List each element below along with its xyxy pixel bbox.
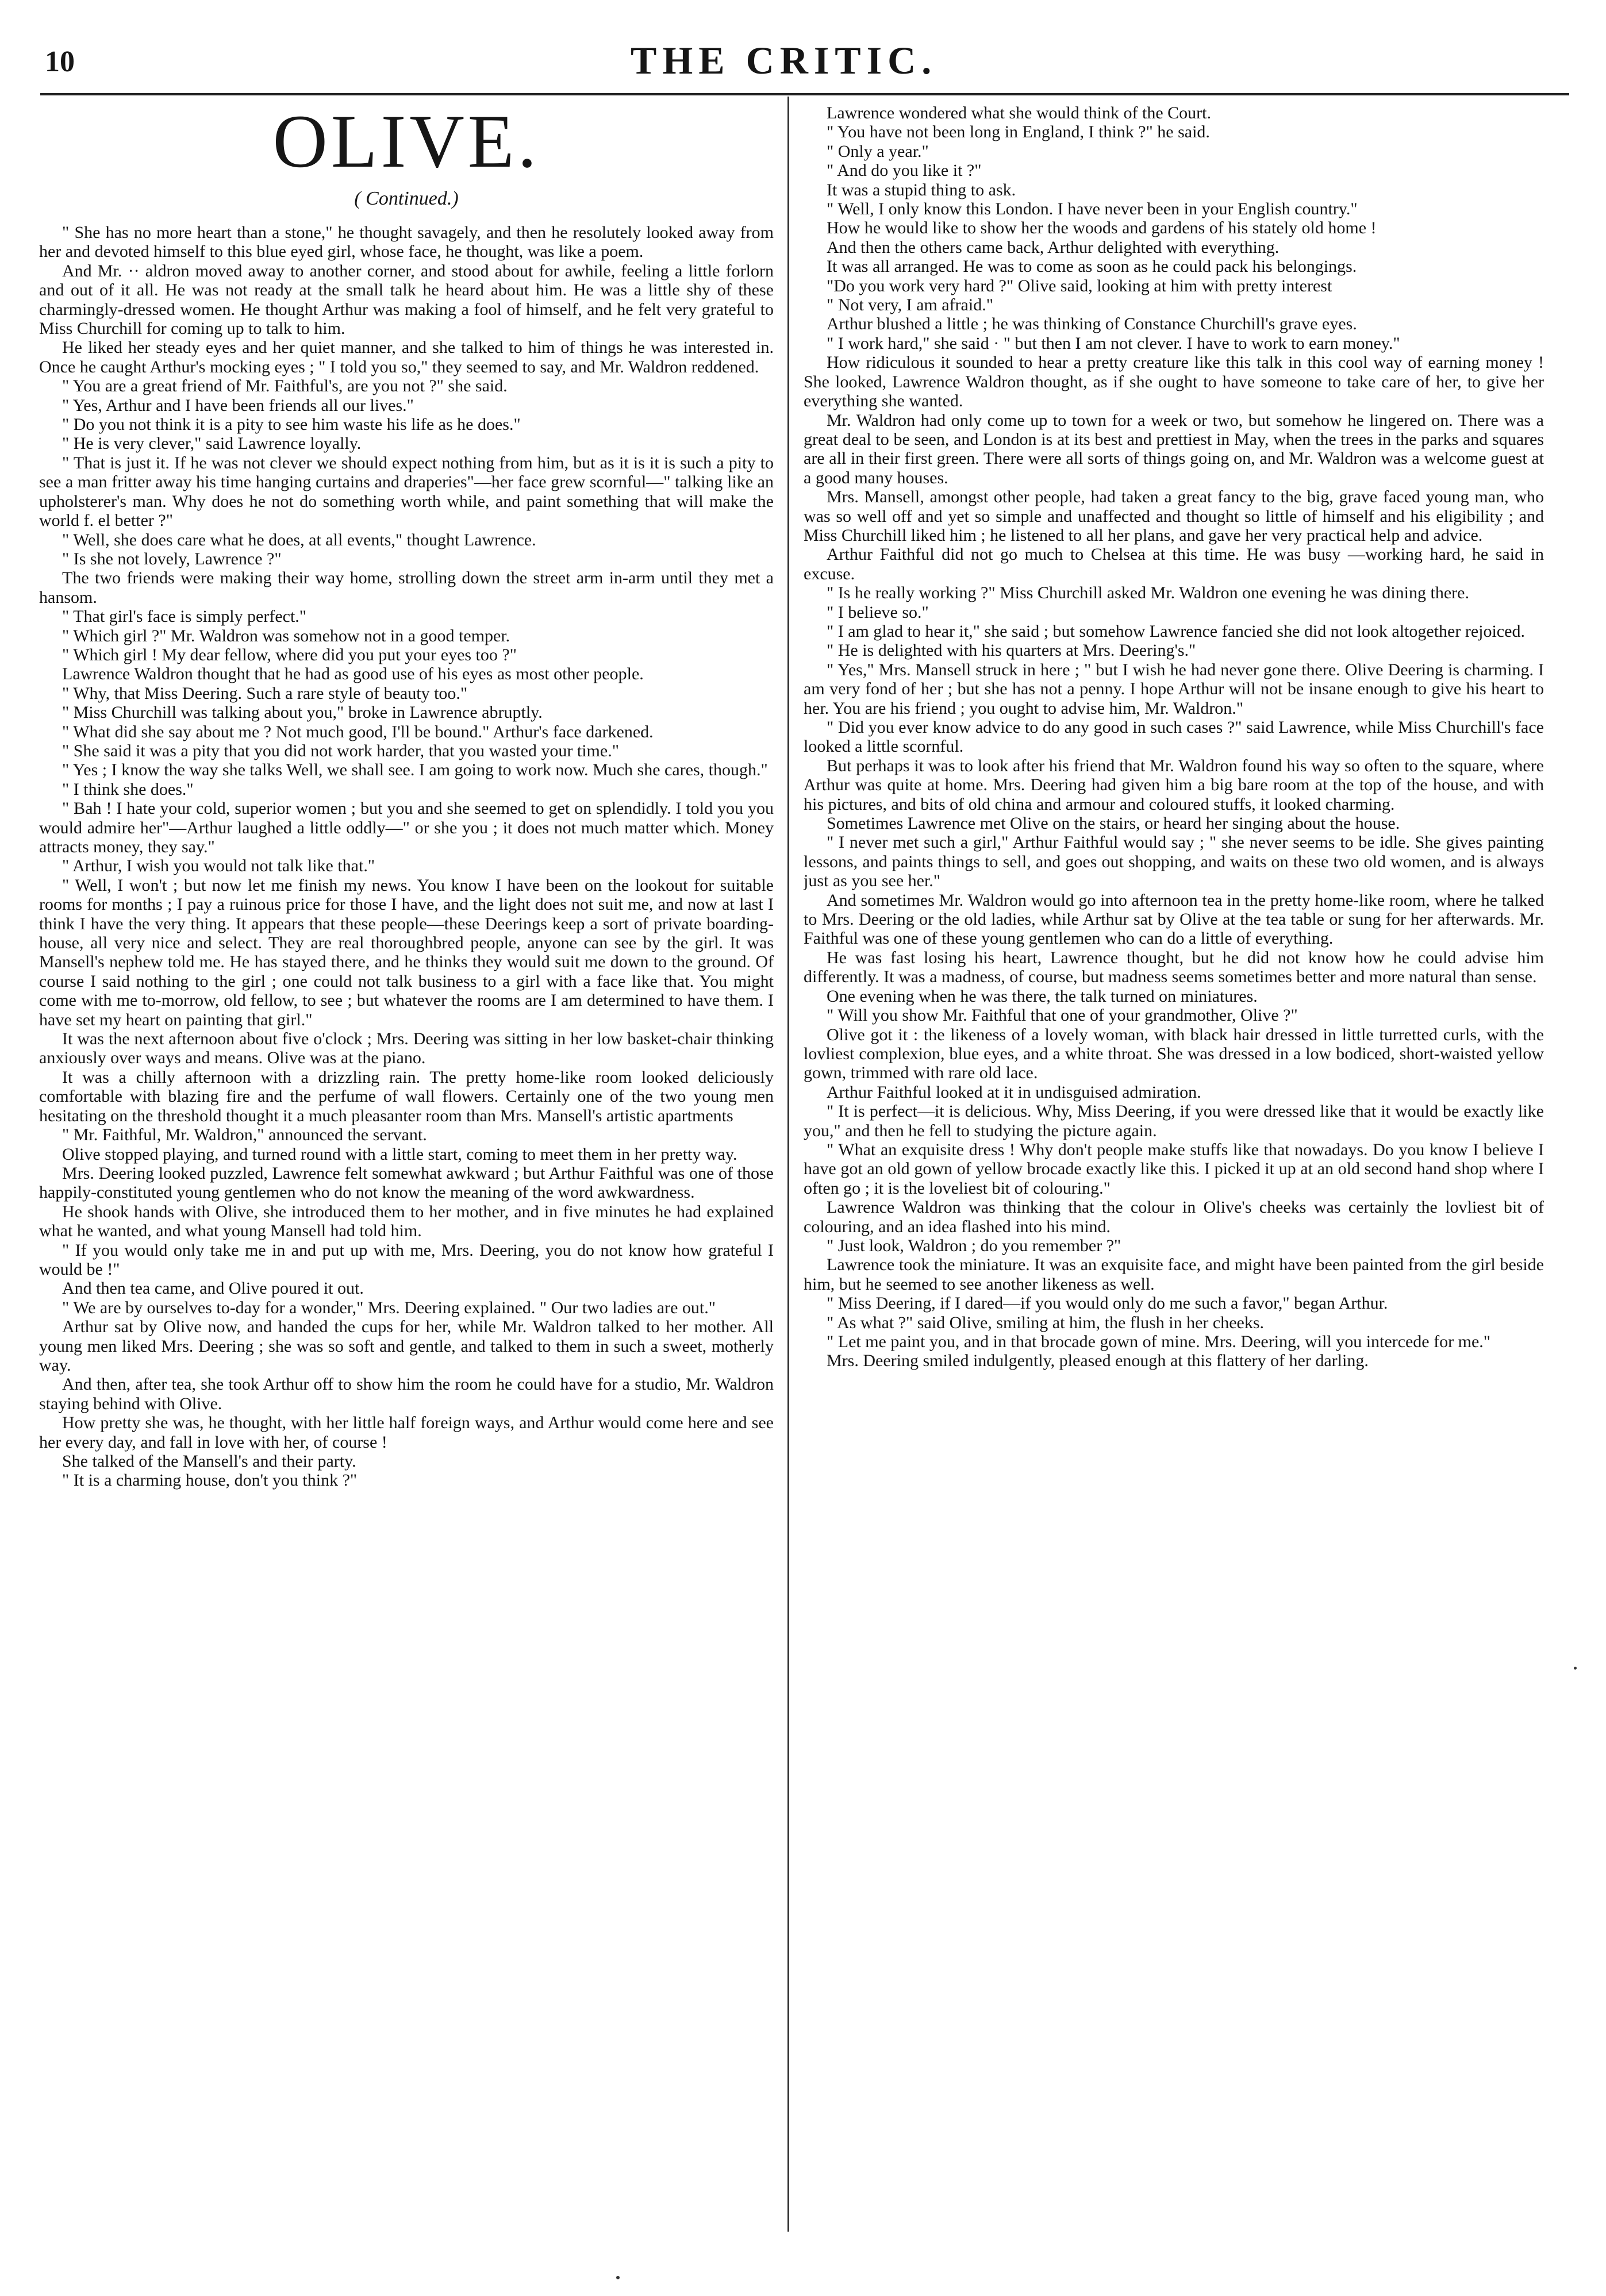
- paragraph: She talked of the Mansell's and their party.: [62, 1452, 356, 1471]
- paragraph: " He is delighted with his quarters at Mrs. Deering's.": [827, 641, 1196, 660]
- paragraph: Sometimes Lawrence met Olive on the stairs, or heard her singing about the house.: [827, 814, 1400, 833]
- paragraph: Lawrence Waldron was thinking that the colour in Olive's cheeks was certainly the lovliest bit of colouring, and an idea flashed into his mind.: [804, 1198, 1544, 1236]
- masthead: THE CRITIC.: [631, 39, 938, 82]
- paragraph: How he would like to show her the woods and gardens of his stately old home !: [827, 218, 1377, 238]
- paragraph: And sometimes Mr. Waldron would go into afternoon tea in the pretty home-like room, where he talked to Mrs. Deering or the old ladies, while Arthur sat by Olive at the tea table or sung for her afterwards. Mr. Faithful was one of these young gentlemen who can do a little of everything.: [804, 890, 1544, 948]
- paragraph: Arthur sat by Olive now, and handed the cups for her, while Mr. Waldron talked to her mother. All young men liked Mrs. Deering ; she was so soft and gentle, and talked to them in such a sweet, motherly way.: [39, 1317, 774, 1375]
- paragraph: " Yes, Arthur and I have been friends all our lives.": [62, 395, 414, 415]
- paragraph: " Which girl ?" Mr. Waldron was somehow not in a good temper.: [62, 626, 510, 645]
- paragraph: " Did you ever know advice to do any good in such cases ?" said Lawrence, while Miss Churchill's face looked a little scornful.: [804, 718, 1544, 756]
- paragraph: It was a chilly afternoon with a drizzling rain. The pretty home-like room looked deliciously comfortable with blazing fire and the perfume of wall flowers. Certainly one of the two young men hesitating on the threshold thought it a much pleasanter room than Mrs. Mansell's artistic apartments: [39, 1067, 774, 1125]
- paragraph: " Just look, Waldron ; do you remember ?": [827, 1236, 1121, 1255]
- paragraph: Arthur Faithful looked at it in undisguised admiration.: [827, 1082, 1201, 1102]
- paragraph: " Let me paint you, and in that brocade gown of mine. Mrs. Deering, will you intercede for me.": [827, 1332, 1490, 1351]
- paragraph: " Will you show Mr. Faithful that one of your grandmother, Olive ?": [827, 1006, 1298, 1025]
- paragraph: " Well, she does care what he does, at all events," thought Lawrence.: [62, 530, 536, 549]
- paragraph: " And do you like it ?": [827, 161, 982, 180]
- paragraph: It was all arranged. He was to come as soon as he could pack his belongings.: [827, 257, 1357, 276]
- paragraph: " Arthur, I wish you would not talk like that.": [62, 856, 375, 876]
- paragraph: " You have not been long in England, I think ?" he said.: [827, 122, 1210, 142]
- paragraph: " Is he really working ?" Miss Churchill asked Mr. Waldron one evening he was dining there.: [827, 583, 1469, 603]
- paragraph: " She has no more heart than a stone," he thought savagely, and then he resolutely looked away from her and devoted himself to this blue eyed girl, whose face, he thought, was like a poem.: [39, 223, 774, 261]
- paragraph: Lawrence took the miniature. It was an exquisite face, and might have been painted from the girl beside him, but he seemed to see another likeness as well.: [804, 1255, 1544, 1294]
- paragraph: Arthur Faithful did not go much to Chelsea at this time. He was busy —working hard, he said in excuse.: [804, 545, 1544, 583]
- paragraph: Mr. Waldron had only come up to town for a week or two, but somehow he lingered on. There was a great deal to be seen, and London is at its best and prettiest in May, when the trees in the parks and squares are all in their first green. There were all sorts of things going on, and Mr. Waldron was a welcome guest at a good many houses.: [804, 410, 1544, 487]
- paragraph: " Only a year.": [827, 141, 929, 161]
- paragraph: Lawrence wondered what she would think of the Court.: [827, 103, 1211, 122]
- paragraph: The two friends were making their way home, strolling down the street arm in-arm until they met a hansom.: [39, 568, 774, 607]
- paragraph: " Why, that Miss Deering. Such a rare style of beauty too.": [62, 683, 468, 703]
- paragraph: " Yes ; I know the way she talks Well, we shall see. I am going to work now. Much she cares, though.": [62, 760, 768, 780]
- print-speck: [616, 2276, 620, 2279]
- paragraph: " You are a great friend of Mr. Faithful's, are you not ?" she said.: [62, 376, 508, 396]
- paragraph: And then the others came back, Arthur delighted with everything.: [827, 237, 1280, 257]
- paragraph: " I am glad to hear it," she said ; but somehow Lawrence fancied she did not look altogether rejoiced.: [827, 621, 1525, 641]
- paragraph: " He is very clever," said Lawrence loyally.: [62, 434, 362, 453]
- paragraph: " As what ?" said Olive, smiling at him, the flush in her cheeks.: [827, 1313, 1265, 1332]
- paragraph: "Do you work very hard ?" Olive said, looking at him with pretty interest: [827, 276, 1332, 295]
- paragraph: " I work hard," she said · " but then I am not clever. I have to work to earn money.": [827, 333, 1400, 353]
- paragraph: " Yes," Mrs. Mansell struck in here ; " but I wish he had never gone there. Olive Deering is charming. I am very fond of her ; but she has not a penny. I hope Arthur will not be insane enough to give his heart to her. You are his friend ; you ought to advise him, Mr. Waldron.": [804, 660, 1544, 718]
- paragraph: He liked her steady eyes and her quiet manner, and she talked to him of things he was interested in. Once he caught Arthur's mocking eyes ; " I told you so," they seemed to say, and Mr. Waldron reddened.: [39, 338, 774, 376]
- paragraph: And Mr. ·· aldron moved away to another corner, and stood about for awhile, feeling a little forlorn and out of it all. He was not ready at the small talk he heard about him. He was a little shy of these charmingly-dressed women. He thought Arthur was making a fool of himself, and he felt very grateful to Miss Churchill for coming up to talk to him.: [39, 261, 774, 339]
- paragraph: " What did she say about me ? Not much good, I'll be bound." Arthur's face darkened.: [62, 722, 654, 741]
- left-column-text: [39, 223, 774, 1490]
- paragraph: How pretty she was, he thought, with her little half foreign ways, and Arthur would come here and see her every day, and fall in love with her, of course !: [39, 1413, 774, 1452]
- story-title: OLIVE.: [272, 103, 540, 183]
- paragraph: " I think she does.": [62, 779, 194, 799]
- story-subtitle: ( Continued.): [354, 188, 459, 209]
- print-speck: [1574, 1667, 1577, 1670]
- paragraph: " If you would only take me in and put up with me, Mrs. Deering, you do not know how grateful I would be !": [39, 1240, 774, 1279]
- paragraph: Olive stopped playing, and turned round with a little start, coming to meet them in her pretty way.: [62, 1144, 737, 1164]
- paragraph: " Bah ! I hate your cold, superior women ; but you and she seemed to get on splendidly. I told you you would admire her"—Arthur laughed a little oddly—" or she you ; it does not much matter which. Money attracts money, they say.": [39, 799, 774, 856]
- paragraph: " Mr. Faithful, Mr. Waldron," announced the servant.: [62, 1125, 427, 1145]
- paragraph: Olive got it : the likeness of a lovely woman, with black hair dressed in little turretted curls, with the lovliest complexion, blue eyes, and a white throat. She was dressed in a low bodiced, short-waisted yellow gown, trimmed with rare old lace.: [804, 1025, 1544, 1083]
- paragraph: " That girl's face is simply perfect.": [62, 607, 307, 626]
- paragraph: It was the next afternoon about five o'clock ; Mrs. Deering was sitting in her low basket-chair thinking anxiously over ways and means. Olive was at the piano.: [39, 1029, 774, 1068]
- paragraph: " Miss Deering, if I dared—if you would only do me such a favor," began Arthur.: [827, 1294, 1388, 1313]
- paragraph: " I believe so.": [827, 602, 929, 622]
- paragraph: Arthur blushed a little ; he was thinking of Constance Churchill's grave eyes.: [827, 314, 1357, 334]
- paragraph: " That is just it. If he was not clever we should expect nothing from him, but as it is it is such a pity to see a man fritter away his time hanging curtains and draperies"—her face grew scornful—" talking like an upholsterer's man. Why does he not do something worth while, and paint something that will make the world f. el better ?": [39, 453, 774, 530]
- paragraph: Mrs. Mansell, amongst other people, had taken a great fancy to the big, grave faced young man, who was so well off and yet so simple and unaffected and thought so little of himself and his eligibility ; and Miss Churchill liked him ; he listened to all her plans, and gave her very practical help and advice.: [804, 487, 1544, 545]
- right-column: [804, 103, 1544, 2241]
- paragraph: Lawrence Waldron thought that he had as good use of his eyes as most other people.: [62, 664, 644, 684]
- paragraph: It was a stupid thing to ask.: [827, 180, 1016, 199]
- paragraph: Mrs. Deering looked puzzled, Lawrence felt somewhat awkward ; but Arthur Faithful was one of those happily-constituted young gentlemen who do not know the meaning of the word awkwardness.: [39, 1163, 774, 1202]
- paragraph: And then tea came, and Olive poured it out.: [62, 1279, 364, 1298]
- paragraph: " She said it was a pity that you did not work harder, that you wasted your time.": [62, 741, 619, 760]
- paragraph: And then, after tea, she took Arthur off to show him the room he could have for a studio, Mr. Waldron staying behind with Olive.: [39, 1375, 774, 1413]
- paragraph: " I never met such a girl," Arthur Faithful would say ; " she never seems to be idle. She gives painting lessons, and paints things to sell, and goes out shopping, and waits on these two old women, and is always just as you see her.": [804, 833, 1544, 891]
- paragraph: " Which girl ! My dear fellow, where did you put your eyes too ?": [62, 645, 517, 664]
- paragraph: He shook hands with Olive, she introduced them to her mother, and in five minutes he had explained what he wanted, and what young Mansell had told him.: [39, 1202, 774, 1241]
- paragraph: " We are by ourselves to-day for a wonder," Mrs. Deering explained. " Our two ladies are out.": [62, 1298, 716, 1317]
- page-number: 10: [45, 45, 75, 78]
- paragraph: " Not very, I am afraid.": [827, 295, 993, 315]
- paragraph: " What an exquisite dress ! Why don't people make stuffs like that nowadays. Do you know I believe I have got an old gown of yellow brocade exactly like this. I picked it up at an old second hand shop where I often go ; it is the loveliest bit of colouring.": [804, 1140, 1544, 1198]
- paragraph: How ridiculous it sounded to hear a pretty creature like this talk in this cool way of earning money ! She looked, Lawrence Waldron thought, as if she ought to have someone to take care of her, to give her everything she wanted.: [804, 353, 1544, 411]
- left-column: [39, 103, 774, 2241]
- paragraph: " Well, I only know this London. I have never been in your English country.": [827, 199, 1358, 219]
- paragraph: " Is she not lovely, Lawrence ?": [62, 549, 282, 568]
- paragraph: " It is perfect—it is delicious. Why, Miss Deering, if you were dressed like that it would be exactly like you," and then he fell to studying the picture again.: [804, 1102, 1544, 1140]
- right-column-text: [804, 103, 1544, 1371]
- column-divider: [787, 97, 789, 2232]
- paragraph: " Well, I won't ; but now let me finish my news. You know I have been on the lookout for suitable rooms for months ; I pay a ruinous price for those I have, and the light does not suit me, and now at last I think I have the very thing. It appears that these people—these Deerings keep a sort of private boarding-house, all very nice and select. They are real thoroughbred people, anyone can see by the girl. It was Mansell's nephew told me. He has stayed there, and he thinks they would suit me down to the ground. Of course I said nothing to the girl ; one could not talk business to a girl with a face like that. You might come with me to-morrow, old fellow, to see ; but whatever the rooms are I am determined to have them. I have set my heart on painting that girl.": [39, 875, 774, 1029]
- paragraph: " Miss Churchill was talking about you," broke in Lawrence abruptly.: [62, 703, 543, 722]
- header-rule: [40, 93, 1569, 95]
- paragraph: Mrs. Deering smiled indulgently, pleased enough at this flattery of her darling.: [827, 1351, 1369, 1371]
- paragraph: " Do you not think it is a pity to see him waste his life as he does.": [62, 415, 521, 434]
- paragraph: One evening when he was there, the talk turned on miniatures.: [827, 986, 1258, 1006]
- paragraph: But perhaps it was to look after his friend that Mr. Waldron found his way so often to the square, where Arthur was quite at home. Mrs. Deering had given him a big bare room at the top of the house, and with his pictures, and bits of old china and armour and coloured stuffs, it looked charming.: [804, 756, 1544, 814]
- paragraph: " It is a charming house, don't you think ?": [62, 1471, 358, 1490]
- paragraph: He was fast losing his heart, Lawrence thought, but he did not know how he could advise him differently. It was a madness, of course, but madness seems sometimes better and more natural than sense.: [804, 948, 1544, 987]
